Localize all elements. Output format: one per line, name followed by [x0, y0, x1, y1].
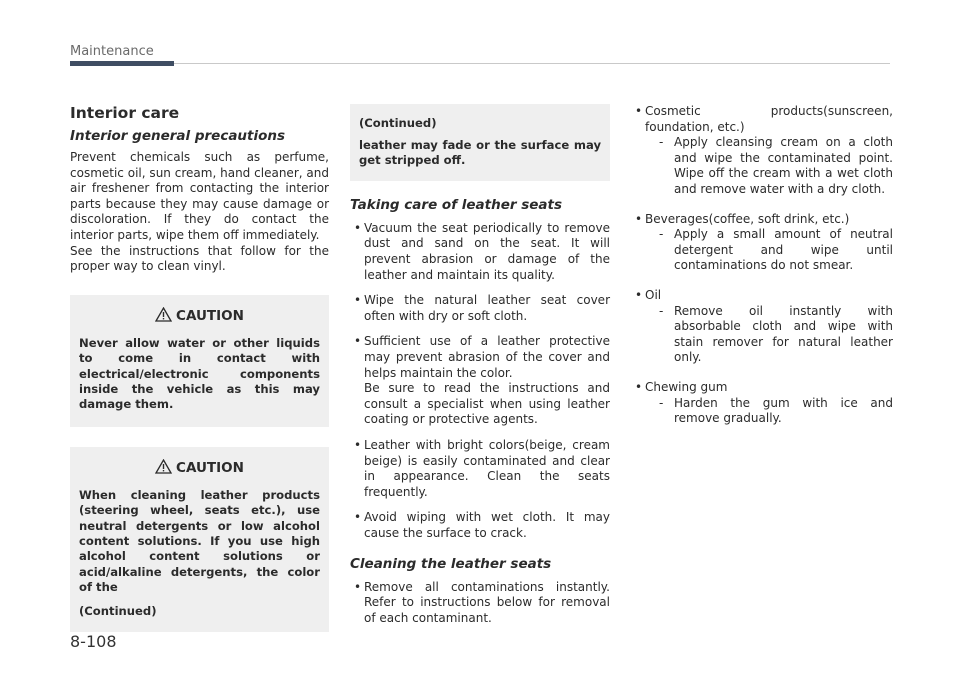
continued-caution-box [350, 104, 610, 181]
list-item: • Beverages(coffee, soft drink, etc.) - Apply a small amount of neutral detergent and wipe until contaminations do not smear. [635, 211, 893, 273]
contaminant-list [631, 104, 893, 427]
list-item: • Cosmetic products(sunscreen, foundation, etc.) - Apply cleansing cream on a cloth and wipe the contaminated point. Wipe off the cream with a wet cloth and remove water with a dry cloth. [635, 104, 893, 196]
header-accent-bar [70, 61, 174, 66]
left-column [70, 104, 329, 632]
contaminant-detail: - Harden the gum with ice and remove gradually. [659, 395, 893, 426]
caution-header [79, 459, 320, 476]
list-item: • Oil - Remove oil instantly with absorbable cloth and wipe with stain remover for natural leather only. [635, 287, 893, 365]
caution-label: CAUTION [176, 459, 244, 476]
cleaning-title: Cleaning the leather seats [350, 555, 552, 572]
caution-box-leather [70, 447, 329, 632]
leather-care-list [350, 221, 610, 542]
contaminant-detail: - Apply cleansing cream on a cloth and wipe the contaminated point. Wipe off the cream with a wet cloth and remove water with a dry cloth. [659, 135, 893, 196]
precautions-paragraph: Prevent chemicals such as perfume, cosmetic oil, sun cream, hand cleaner, and air freshener from contacting the interior parts because they may cause damage or discoloration. If they do contact the interior parts, wipe them off immediately. [70, 150, 329, 242]
leather-care-title: Taking care of leather seats [350, 196, 563, 213]
cleaning-list [350, 580, 610, 627]
continued-body: leather may fade or the surface may get stripped off. [359, 138, 601, 168]
continued-note: (Continued) [79, 603, 157, 618]
caution-body: Never allow water or other liquids to come in contact with electrical/electronic components inside the vehicle as this may damage them. [79, 335, 320, 412]
warning-triangle-icon [155, 307, 172, 322]
vinyl-instructions-paragraph: See the instructions that follow for the proper way to clean vinyl. [70, 243, 329, 274]
caution-box-electrical [70, 295, 329, 427]
header-rule [174, 63, 890, 64]
list-item: • Wipe the natural leather seat cover often with dry or soft cloth. [354, 293, 610, 323]
right-column [631, 104, 893, 441]
sub-title-general-precautions: Interior general precautions [70, 128, 286, 144]
middle-column [350, 104, 610, 636]
page-number: 8-108 [70, 632, 117, 651]
caution-body: When cleaning leather products (steering wheel, seats etc.), use neutral detergents or low alcohol content solutions. If you use high alcohol content solutions or acid/alkaline detergents, the color of the [79, 487, 320, 595]
list-item: • Leather with bright colors(beige, cream beige) is easily contaminated and clear in appearance. Clean the seats frequently. [354, 437, 610, 499]
section-title: Interior care [70, 104, 180, 122]
header-title: Maintenance [70, 44, 154, 59]
contaminant-detail: - Remove oil instantly with absorbable cloth and wipe with stain remover for natural leather only. [659, 303, 893, 365]
continued-title: (Continued) [359, 116, 437, 130]
list-item: • Remove all contaminations instantly. Refer to instructions below for removal of each contaminant. [354, 579, 610, 625]
list-item: • Avoid wiping with wet cloth. It may cause the surface to crack. [354, 510, 610, 540]
contaminant-detail: - Apply a small amount of neutral detergent and wipe until contaminations do not smear. [659, 227, 893, 273]
list-item: • Chewing gum - Harden the gum with ice and remove gradually. [635, 379, 893, 426]
caution-header [79, 307, 320, 324]
warning-triangle-icon [155, 459, 172, 474]
list-item: • Vacuum the seat periodically to remove dust and sand on the seat. It will prevent abrasion or damage of the leather and maintain its quality. [354, 220, 610, 282]
caution-label: CAUTION [176, 307, 244, 324]
list-item: • Sufficient use of a leather protective may prevent abrasion of the cover and helps maintain the color. Be sure to read the instructions and consult a specialist when using leather coating or protective agents. [354, 334, 610, 427]
